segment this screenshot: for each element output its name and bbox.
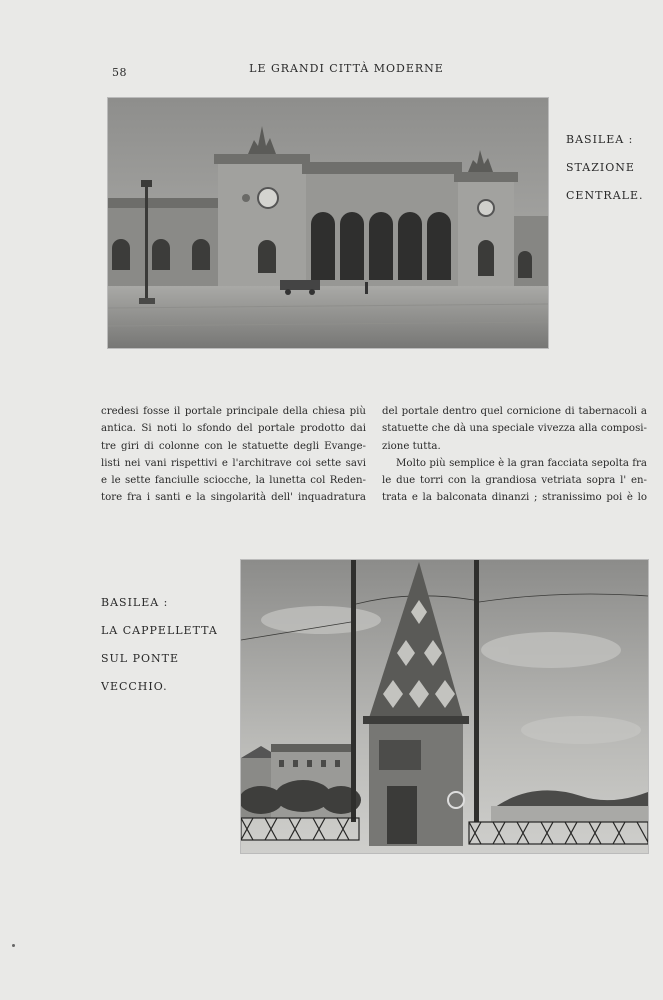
chapel-caption xyxy=(101,589,218,701)
station-photo xyxy=(108,98,548,348)
text-line: le due torri con la grandiosa vetriata sopra l' en- xyxy=(382,475,647,487)
page-number: 58 xyxy=(112,66,127,79)
text-line: del portale dentro quel cornicione di tabernacoli a xyxy=(382,406,647,417)
text-line: tre giri di colonne con le statuette degli Evange- xyxy=(101,440,366,452)
chapel-photo xyxy=(241,560,648,853)
text-line: antica. Si noti lo sfondo del portale prodotto dai xyxy=(101,423,366,435)
chapel-illustration xyxy=(241,560,648,853)
text-line: statuette che dà una speciale vivezza alla composi- xyxy=(382,423,647,435)
caption-line: SUL PONTE xyxy=(101,652,180,665)
text-line: trata e la balconata dinanzi ; stranissimo poi è lo xyxy=(382,492,647,504)
caption-line: VECCHIO. xyxy=(101,680,168,693)
text-line: e le sette fanciulle sciocche, la lunetta col Reden- xyxy=(101,475,366,487)
caption-line: STAZIONE xyxy=(566,161,635,174)
text-line: tore fra i santi e la singolarità dell' inquadratura xyxy=(101,492,366,504)
caption-line: CENTRALE. xyxy=(566,189,644,202)
text-line: credesi fosse il portale principale della chiesa più xyxy=(101,406,366,417)
station-caption xyxy=(566,126,643,210)
station-illustration xyxy=(108,98,548,348)
caption-line: LA CAPPELLETTA xyxy=(101,624,218,637)
body-text-right-column xyxy=(382,403,647,507)
text-line: listi nei vani rispettivi e l'architrave coi sette savi xyxy=(101,457,366,469)
text-line: Molto più semplice è la gran facciata sepolta fra xyxy=(396,457,647,469)
running-title: LE GRANDI CITTÀ MODERNE xyxy=(249,62,444,75)
text-line: zione tutta. xyxy=(382,440,441,452)
caption-line: BASILEA : xyxy=(101,596,169,609)
paper-speck xyxy=(12,944,15,947)
caption-line: BASILEA : xyxy=(566,133,634,146)
body-text-left-column xyxy=(101,403,366,507)
